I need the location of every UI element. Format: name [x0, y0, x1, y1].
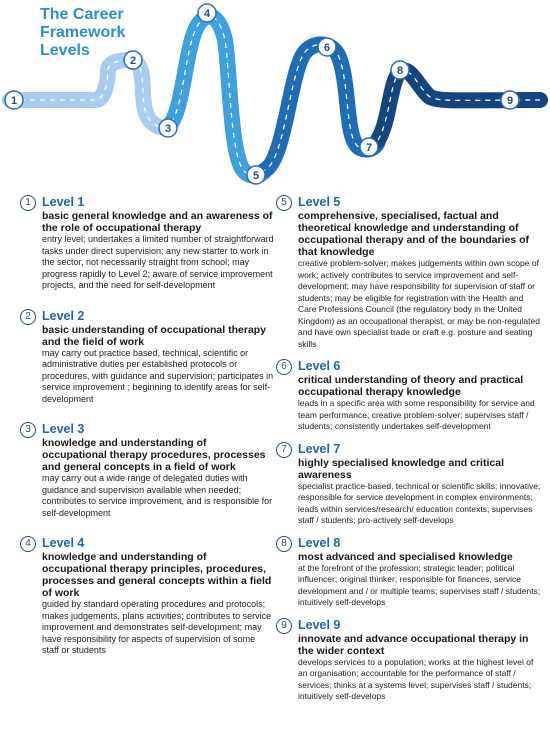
level-3: [16, 422, 274, 519]
level-6-title: Level 6: [298, 359, 341, 373]
marker-label-8: 8: [396, 65, 404, 77]
level-1-number-badge: 1: [20, 195, 36, 211]
level-2: [16, 309, 274, 406]
marker-label-2: 2: [129, 55, 137, 67]
level-6-summary: critical understanding of theory and practical occupational therapy knowledge: [298, 374, 524, 398]
level-5-number-badge: 5: [276, 195, 292, 211]
level-8-number-badge: 8: [276, 536, 292, 552]
level-6: [272, 359, 542, 433]
level-4: [16, 536, 274, 657]
marker-label-1: 1: [10, 95, 18, 107]
level-7-summary: highly specialised knowledge and critical awareness: [298, 456, 504, 481]
level-1-title: Level 1: [42, 195, 85, 209]
road-marker-3: [159, 119, 177, 137]
level-1-description: entry level; undertakes a limited number of straightforward tasks under direct supervision; any new starter to work in the sector, not necessarily straight from school; may progress rapidly to Level 2; aware of service improvement projects, and the need for self-development: [42, 234, 274, 290]
road-marker-7: [360, 138, 378, 156]
level-3-description: may carry out a wide range of delegated duties with guidance and supervision available when needed; contributes to service improvement, and is responsible for self-development: [42, 473, 273, 518]
level-4-number-badge: 4: [20, 536, 36, 552]
level-5-title: Level 5: [298, 195, 341, 209]
level-5-description: creative problem-solver; makes judgements within own scope of work; actively contributes to service improvement and self-development; may have responsibility for supervision of staff or students; may be eligible for registration with the Health and Care Professions Council (the regulatory body in the United Kingdom) as an occupational therapist, or may be non-regulated and have own specialist trade or craft e.g. posture and seating skills: [298, 258, 540, 349]
level-8-summary: most advanced and specialised knowledge: [298, 550, 513, 563]
level-8-description: at the forefront of the profession; strategic leader; political influencer; original thinker; responsible for finances, service development and / or multiple teams; supervises staff / students; intuitively self-develops: [298, 562, 541, 607]
levels-column-right: [272, 195, 542, 703]
road-marker-2: [124, 51, 142, 69]
level-2-summary: basic understanding of occupational therapy and the field of work: [42, 323, 267, 348]
level-4-title: Level 4: [42, 536, 85, 550]
level-6-number-badge: 6: [276, 359, 292, 375]
marker-label-7: 7: [365, 142, 373, 154]
level-9-summary: innovate and advance occupational therapy in the wider context: [298, 632, 529, 657]
level-2-title: Level 2: [42, 308, 85, 323]
level-3-title: Level 3: [42, 422, 85, 436]
road-marker-6: [318, 38, 336, 56]
level-7-description: specialist practice-based, technical or scientific skills; innovative; responsible for service development in complex environments; leads within services/research/ education contexts; supervises staff / students; pro-actively self-develops: [298, 480, 541, 525]
level-6-description: leads in a specific area with some responsibility for service and team performance; creative problem-solver; supervises staff / students; consistently undertakes self-development: [298, 398, 535, 431]
level-9-title: Level 9: [298, 617, 341, 632]
marker-label-9: 9: [506, 95, 514, 107]
title-line-1: The Career: [40, 6, 124, 23]
level-2-description: may carry out practice based, technical, scientific or administrative duties per established protocols or procedures, with guidance and supervision; participates in service improvement ; beginning to identify areas for self-development: [42, 347, 274, 404]
level-5: [272, 195, 542, 350]
level-8-title: Level 8: [298, 535, 341, 550]
levels-column-left: [16, 195, 274, 657]
level-4-summary: knowledge and understanding of occupational therapy principles, procedures, processes and general concepts within a field of work: [42, 551, 272, 599]
marker-label-6: 6: [323, 42, 331, 54]
level-7-title: Level 7: [298, 441, 341, 456]
level-4-description: guided by standard operating procedures and protocols; makes judgements, plans activities; contributes to service improvement and demonstrates self-development; may have responsibility for aspects of supervision of some staff or students: [42, 599, 272, 655]
level-2-number-badge: 2: [20, 309, 36, 325]
level-3-summary: knowledge and understanding of occupational therapy procedures, processes and general concepts in a field of work: [42, 437, 266, 473]
marker-label-4: 4: [203, 8, 211, 20]
career-road-diagram: [0, 0, 550, 195]
road-segment-1-3: [10, 60, 170, 128]
level-7-number-badge: 7: [276, 442, 292, 458]
road-marker-1: [5, 91, 23, 109]
road-marker-4: [198, 4, 216, 22]
level-1-summary: basic general knowledge and an awareness of the role of occupational therapy: [42, 210, 273, 234]
title-line-2: Framework: [40, 24, 126, 41]
road-marker-5: [247, 166, 265, 184]
road-marker-9: [501, 91, 519, 109]
marker-label-3: 3: [164, 123, 172, 135]
road-marker-8: [391, 61, 409, 79]
level-9-description: develops services to a population; works at the highest level of an organisation; accountable for the performance of staff / services; thinks at a systems level; supervises staff / students; intuitively self-develops: [298, 656, 534, 701]
level-9-number-badge: 9: [276, 618, 292, 634]
level-8: [272, 536, 542, 609]
level-5-summary: comprehensive, specialised, factual and theoretical knowledge and understanding of occupational therapy and of the boundaries of that knowledge: [298, 210, 530, 258]
marker-label-5: 5: [252, 170, 260, 182]
title-line-3: Levels: [40, 42, 90, 59]
road-segment-3-5: [170, 16, 265, 175]
level-9: [272, 618, 542, 703]
level-3-number-badge: 3: [20, 422, 36, 438]
level-1: [16, 195, 274, 292]
level-7: [272, 442, 542, 527]
